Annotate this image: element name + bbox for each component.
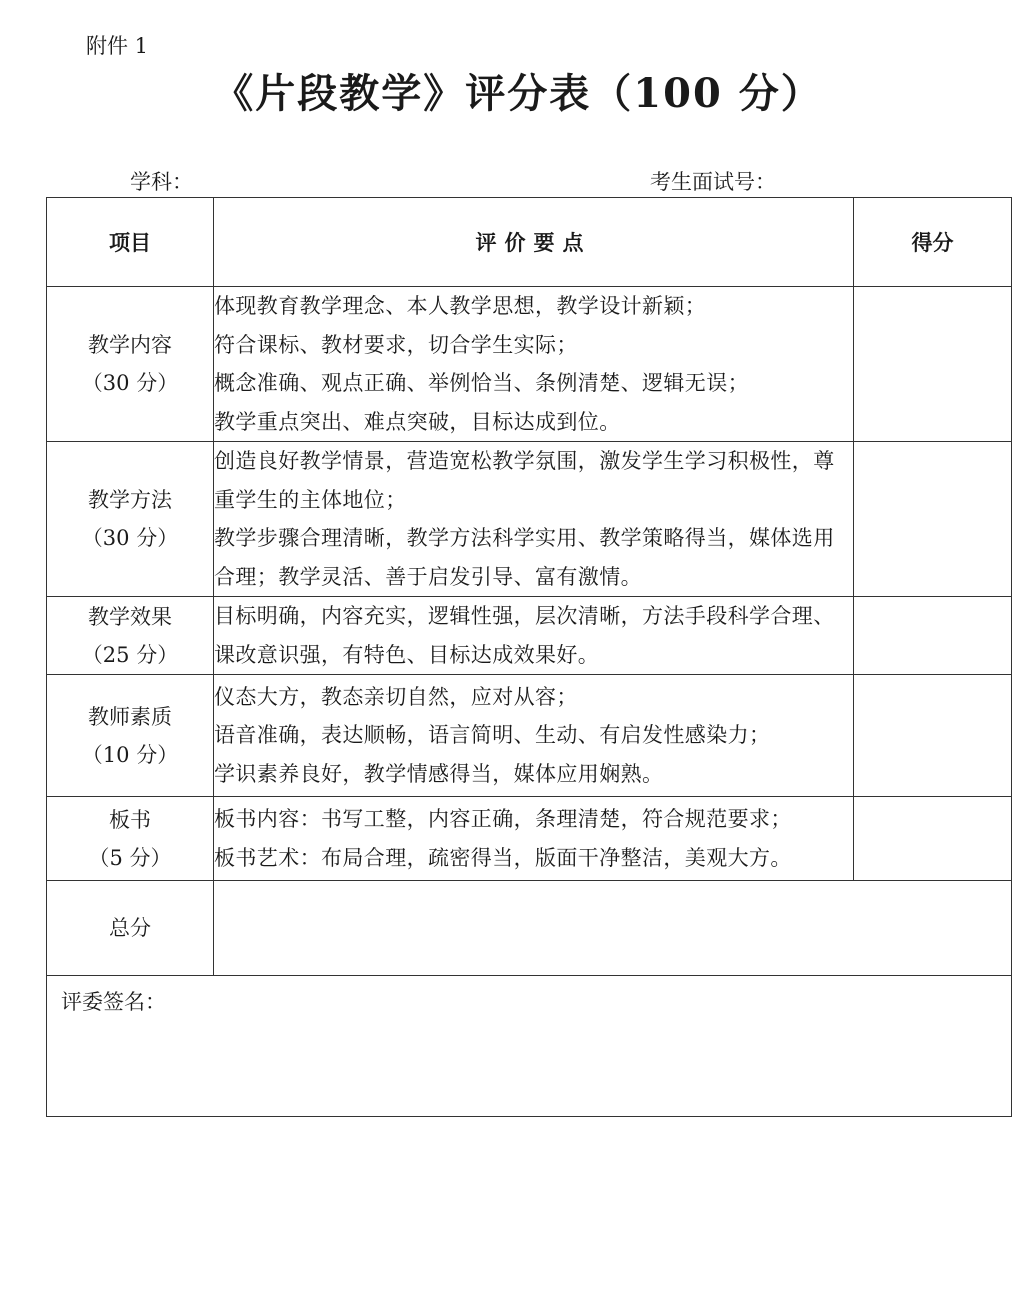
header-score: 得分 <box>854 198 1012 287</box>
criteria-line: 体现教育教学理念、本人教学思想，教学设计新颖； <box>214 294 707 318</box>
item-points: （25 分） <box>81 642 179 667</box>
criteria-line: 符合课标、教材要求，切合学生实际； <box>214 332 578 357</box>
signature-row <box>47 976 1012 1117</box>
header-criteria: 评价要点 <box>214 198 854 287</box>
criteria-cell <box>214 287 854 442</box>
item-points: （30 分） <box>81 526 179 550</box>
criteria-line: 创造良好教学情景，营造宽松教学氛围，激发学生学习积极性，尊重学生的主体地位； <box>214 449 835 512</box>
attachment-label: 附件 1 <box>86 34 149 58</box>
score-input-cell[interactable] <box>854 675 1012 797</box>
scoring-table <box>46 197 1012 1117</box>
criteria-cell <box>214 442 854 597</box>
item-name: 板书 <box>109 807 151 832</box>
score-input-cell[interactable] <box>854 597 1012 675</box>
item-cell <box>47 597 214 675</box>
total-label: 总分 <box>47 881 214 976</box>
subject-field-label: 学科： <box>130 170 193 194</box>
table-row <box>47 287 1012 442</box>
document-title: 《片段教学》评分表（100 分） <box>213 70 823 117</box>
criteria-cell <box>214 797 854 881</box>
item-cell <box>47 675 214 797</box>
item-cell <box>47 442 214 597</box>
item-name: 教学内容 <box>88 333 172 357</box>
criteria-line: 教学重点突出、难点突破，目标达成到位。 <box>214 409 621 434</box>
table-row <box>47 675 1012 797</box>
item-points: （30 分） <box>81 371 179 395</box>
criteria-line: 学识素养良好，教学情感得当，媒体应用娴熟。 <box>214 761 664 786</box>
signature-label: 评委签名： <box>61 990 166 1014</box>
criteria-line: 目标明确，内容充实，逻辑性强，层次清晰，方法手段科学合理、课改意识强，有特色、目标达成效果好。 <box>214 604 835 667</box>
item-cell <box>47 287 214 442</box>
criteria-line: 板书艺术：布局合理，疏密得当，版面干净整洁，美观大方。 <box>214 845 792 870</box>
item-cell <box>47 797 214 881</box>
criteria-cell <box>214 597 854 675</box>
item-points: （10 分） <box>81 742 179 767</box>
criteria-line: 教学步骤合理清晰，教学方法科学实用、教学策略得当，媒体选用合理；教学灵活、善于启发引导、富有激情。 <box>214 526 835 589</box>
exam-number-field-label: 考生面试号： <box>650 170 776 194</box>
item-name: 教学方法 <box>88 488 172 512</box>
total-row <box>47 881 1012 976</box>
table-header-row <box>47 198 1012 287</box>
criteria-line: 概念准确、观点正确、举例恰当、条例清楚、逻辑无误； <box>214 371 749 395</box>
score-input-cell[interactable] <box>854 442 1012 597</box>
criteria-line: 仪态大方，教态亲切自然，应对从容； <box>214 684 578 709</box>
item-name: 教师素质 <box>88 704 172 729</box>
total-score-cell[interactable] <box>214 881 1012 976</box>
criteria-line: 板书内容：书写工整，内容正确，条理清楚，符合规范要求； <box>214 807 792 831</box>
criteria-cell <box>214 675 854 797</box>
score-input-cell[interactable] <box>854 287 1012 442</box>
signature-cell[interactable] <box>47 976 1012 1117</box>
header-item: 项目 <box>47 198 214 287</box>
item-points: （5 分） <box>88 845 172 870</box>
table-row <box>47 597 1012 675</box>
table-row <box>47 442 1012 597</box>
criteria-line: 语音准确，表达顺畅，语言简明、生动、有启发性感染力； <box>214 723 771 748</box>
score-input-cell[interactable] <box>854 797 1012 881</box>
item-name: 教学效果 <box>88 604 172 629</box>
table-row <box>47 797 1012 881</box>
